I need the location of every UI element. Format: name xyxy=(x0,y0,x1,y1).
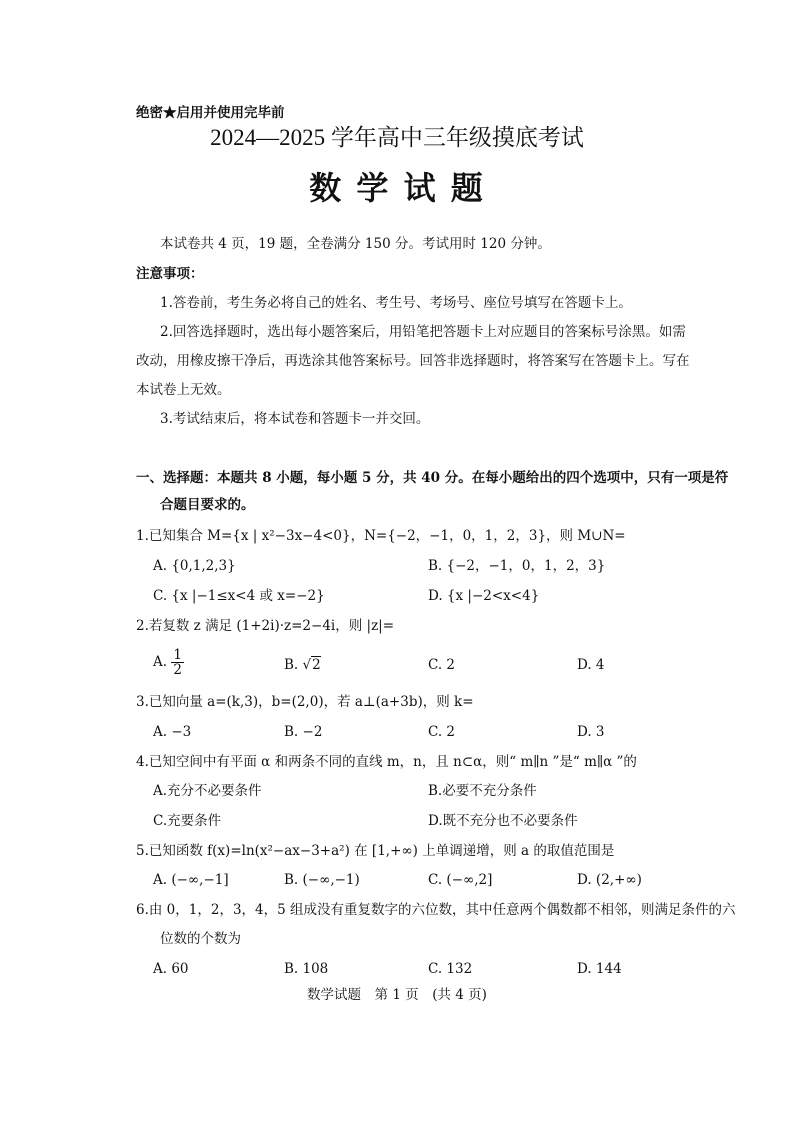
question-6-stem-cont: 位数的个数为 xyxy=(160,931,241,947)
question-2-option-b-label: B. xyxy=(284,657,299,673)
question-4-option-d: D.既不充分也不必要条件 xyxy=(428,813,578,829)
question-1-option-a: A. {0,1,2,3} xyxy=(153,558,236,574)
question-3-option-c: C. 2 xyxy=(428,724,456,740)
fraction xyxy=(171,648,184,677)
question-2-option-d: D. 4 xyxy=(577,657,605,673)
question-2-option-a-label: A. xyxy=(153,654,168,670)
question-5-stem: 5.已知函数 f(x)=ln(x²−ax−3+a²) 在 [1,+∞) 上单调递增，则 a 的取值范围是 xyxy=(136,843,615,859)
question-5-option-d: D. (2,+∞) xyxy=(577,872,642,888)
question-3-option-d: D. 3 xyxy=(577,724,605,740)
question-3-option-b: B. −2 xyxy=(284,724,323,740)
fraction-denominator: 2 xyxy=(173,662,182,678)
question-1-option-c: C. {x |−1≤x<4 或 x=−2} xyxy=(153,588,325,604)
question-1-stem: 1.已知集合 M={x | x²−3x−4<0}，N={−2，−1，0，1，2，3}，则 M∪N= xyxy=(136,528,626,544)
subject-title: 数 学 试 题 xyxy=(309,169,485,207)
question-6-option-c: C. 132 xyxy=(428,961,473,977)
question-2-option-b xyxy=(284,656,321,674)
page-footer: 数学试题 第 1 页 (共 4 页) xyxy=(307,987,487,1003)
question-3-option-a: A. −3 xyxy=(153,724,192,740)
question-2-stem: 2.若复数 z 满足 (1+2i)·z=2−4i，则 |z|= xyxy=(136,618,395,634)
section-1-instructions-cont: 合题目要求的。 xyxy=(160,497,255,513)
note-2-line-2: 改动，用橡皮擦干净后，再选涂其他答案标号。回答非选择题时，将答案写在答题卡上。写在 xyxy=(136,353,690,369)
exam-intro: 本试卷共 4 页，19 题，全卷满分 150 分。考试用时 120 分钟。 xyxy=(160,236,551,252)
confidentiality-mark: 绝密★启用并使用完毕前 xyxy=(136,105,285,121)
note-2-line-3: 本试卷上无效。 xyxy=(136,382,231,398)
question-4-option-b: B.必要不充分条件 xyxy=(428,783,537,799)
section-1-instructions: 一、选择题：本题共 8 小题，每小题 5 分，共 40 分。在每小题给出的四个选项中，只有一项是符 xyxy=(136,470,729,486)
question-6-option-b: B. 108 xyxy=(284,961,329,977)
question-6-stem: 6.由 0，1，2，3，4，5 组成没有重复数字的六位数，其中任意两个偶数都不相邻，则满足条件的六 xyxy=(136,902,736,918)
fraction-numerator: 1 xyxy=(173,647,182,663)
square-root xyxy=(303,656,321,674)
question-2-option-a xyxy=(153,648,184,677)
question-4-option-c: C.充要条件 xyxy=(153,813,222,829)
question-5-option-b: B. (−∞,−1) xyxy=(284,872,360,888)
question-6-option-d: D. 144 xyxy=(577,961,622,977)
exam-title: 2024—2025 学年高中三年级摸底考试 xyxy=(210,125,584,150)
question-1-option-b: B. {−2，−1，0，1，2，3} xyxy=(428,558,606,574)
radicand: 2 xyxy=(312,657,321,673)
question-1-option-d: D. {x |−2<x<4} xyxy=(428,588,540,604)
notes-heading: 注意事项： xyxy=(136,266,204,282)
note-2-line-1: 2.回答选择题时，选出每小题答案后，用铅笔把答题卡上对应题目的答案标号涂黑。如需 xyxy=(160,324,686,340)
note-1: 1.答卷前，考生务必将自己的姓名、考生号、考场号、座位号填写在答题卡上。 xyxy=(160,295,632,311)
question-4-stem: 4.已知空间中有平面 α 和两条不同的直线 m，n，且 n⊂α，则“ m∥n ”是“ m∥α ”的 xyxy=(136,754,637,770)
radical-sign-icon: √ xyxy=(302,657,312,673)
question-5-option-c: C. (−∞,2] xyxy=(428,872,493,888)
question-6-option-a: A. 60 xyxy=(153,961,189,977)
note-3: 3.考试结束后，将本试卷和答题卡一并交回。 xyxy=(160,411,430,427)
question-3-stem: 3.已知向量 a=(k,3)，b=(2,0)，若 a⊥(a+3b)，则 k= xyxy=(136,694,474,710)
question-2-option-c: C. 2 xyxy=(428,657,456,673)
question-5-option-a: A. (−∞,−1] xyxy=(153,872,229,888)
question-4-option-a: A.充分不必要条件 xyxy=(153,783,262,799)
